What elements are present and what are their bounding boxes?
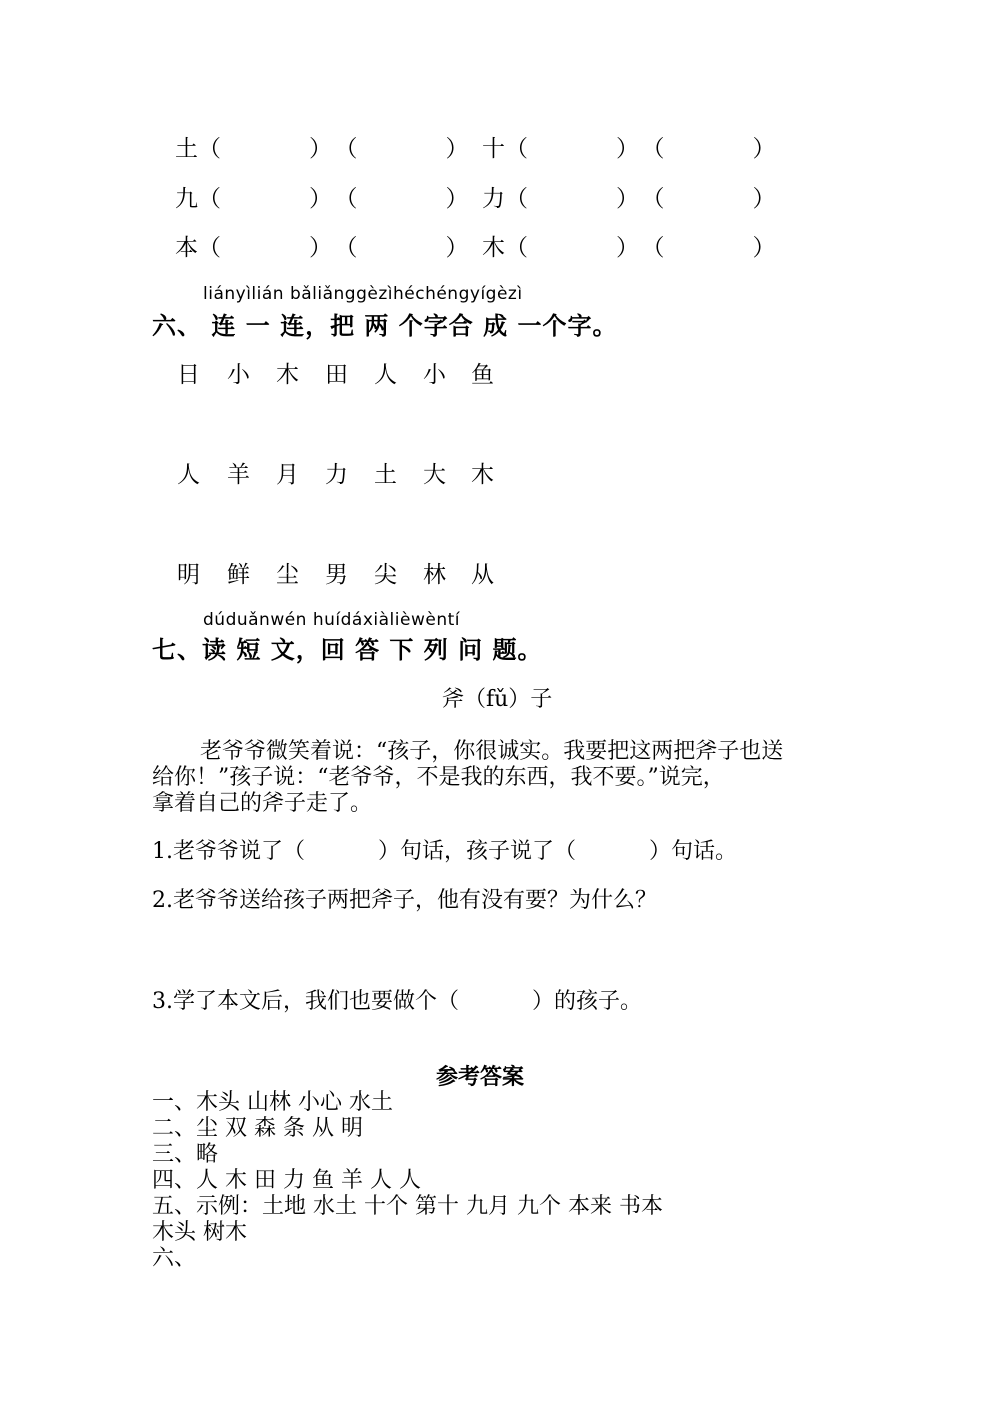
char-row-3 — [0, 556, 600, 596]
passage-line: 给你！”孩子说：“老爷爷，不是我的东西，我不要。”说完， — [152, 765, 725, 790]
word-char: 本 — [175, 235, 198, 261]
char-item[interactable]: 羊 — [227, 462, 250, 488]
section7-pinyin: dúduǎnwén huídáxiàlièwèntí — [203, 610, 460, 630]
answer-line: 五、示例：土地 水土 十个 第十 九月 九个 本来 书本 — [152, 1194, 663, 1219]
section6-pinyin: liányìlián bǎliǎnggèzìhéchéngyígèzì — [203, 284, 523, 304]
char-item[interactable]: 尘 — [276, 562, 299, 588]
char-row-1 — [0, 356, 600, 396]
char-item[interactable]: 田 — [325, 362, 348, 388]
char-item[interactable]: 鲜 — [227, 562, 250, 588]
char-item[interactable]: 人 — [374, 362, 397, 388]
char-item[interactable]: 鱼 — [471, 362, 494, 388]
word-blanks: （ ）（ ） — [505, 235, 790, 261]
char-item[interactable]: 男 — [325, 562, 348, 588]
word-blanks: （ ）（ ） — [505, 136, 790, 162]
question-2: 2.老爷爷送给孩子两把斧子，他有没有要？为什么？ — [152, 888, 657, 913]
answer-line: 六、 — [152, 1246, 197, 1271]
section6-title: 六、 连 一 连，把 两 个字合 成 一个字。 — [152, 312, 618, 340]
passage-line: 拿着自己的斧子走了。 — [152, 791, 373, 816]
char-item[interactable]: 木 — [471, 462, 494, 488]
char-item[interactable]: 明 — [177, 562, 200, 588]
word-char: 木 — [482, 235, 505, 261]
word-char: 力 — [482, 186, 505, 212]
word-blanks: （ ）（ ） — [198, 235, 483, 261]
char-item[interactable]: 从 — [471, 562, 494, 588]
question-1: 1.老爷爷说了（ ）句话，孩子说了（ ）句话。 — [152, 839, 737, 864]
char-row-2 — [0, 456, 600, 496]
answers-title: 参考答案 — [436, 1065, 525, 1090]
char-item[interactable]: 小 — [423, 362, 446, 388]
story-title: 斧（fǔ）子 — [442, 687, 553, 712]
word-char: 十 — [482, 136, 505, 162]
char-item[interactable]: 人 — [177, 462, 200, 488]
word-blanks: （ ）（ ） — [505, 186, 790, 212]
char-item[interactable]: 力 — [325, 462, 348, 488]
char-item[interactable]: 林 — [423, 562, 446, 588]
answer-line: 四、人 木 田 力 鱼 羊 人 人 — [152, 1168, 421, 1193]
answer-line: 三、略 — [152, 1142, 219, 1167]
answer-line: 二、尘 双 森 条 从 明 — [152, 1116, 363, 1141]
word-char: 土 — [175, 136, 198, 162]
char-item[interactable]: 土 — [374, 462, 397, 488]
char-item[interactable]: 日 — [177, 362, 200, 388]
char-item[interactable]: 木 — [276, 362, 299, 388]
passage-line: 老爷爷微笑着说：“孩子，你很诚实。我要把这两把斧子也送 — [200, 739, 784, 764]
char-item[interactable]: 尖 — [374, 562, 397, 588]
char-item[interactable]: 月 — [276, 462, 299, 488]
word-char: 九 — [175, 186, 198, 212]
section7-title: 七、读 短 文，回 答 下 列 问 题。 — [152, 636, 543, 664]
word-blanks: （ ）（ ） — [198, 186, 483, 212]
answer-line: 木头 树木 — [152, 1220, 247, 1245]
word-blanks: （ ）（ ） — [198, 136, 483, 162]
question-3: 3.学了本文后，我们也要做个（ ）的孩子。 — [152, 989, 642, 1014]
char-item[interactable]: 大 — [423, 462, 446, 488]
answer-line: 一、木头 山林 小心 水土 — [152, 1090, 393, 1115]
char-item[interactable]: 小 — [227, 362, 250, 388]
